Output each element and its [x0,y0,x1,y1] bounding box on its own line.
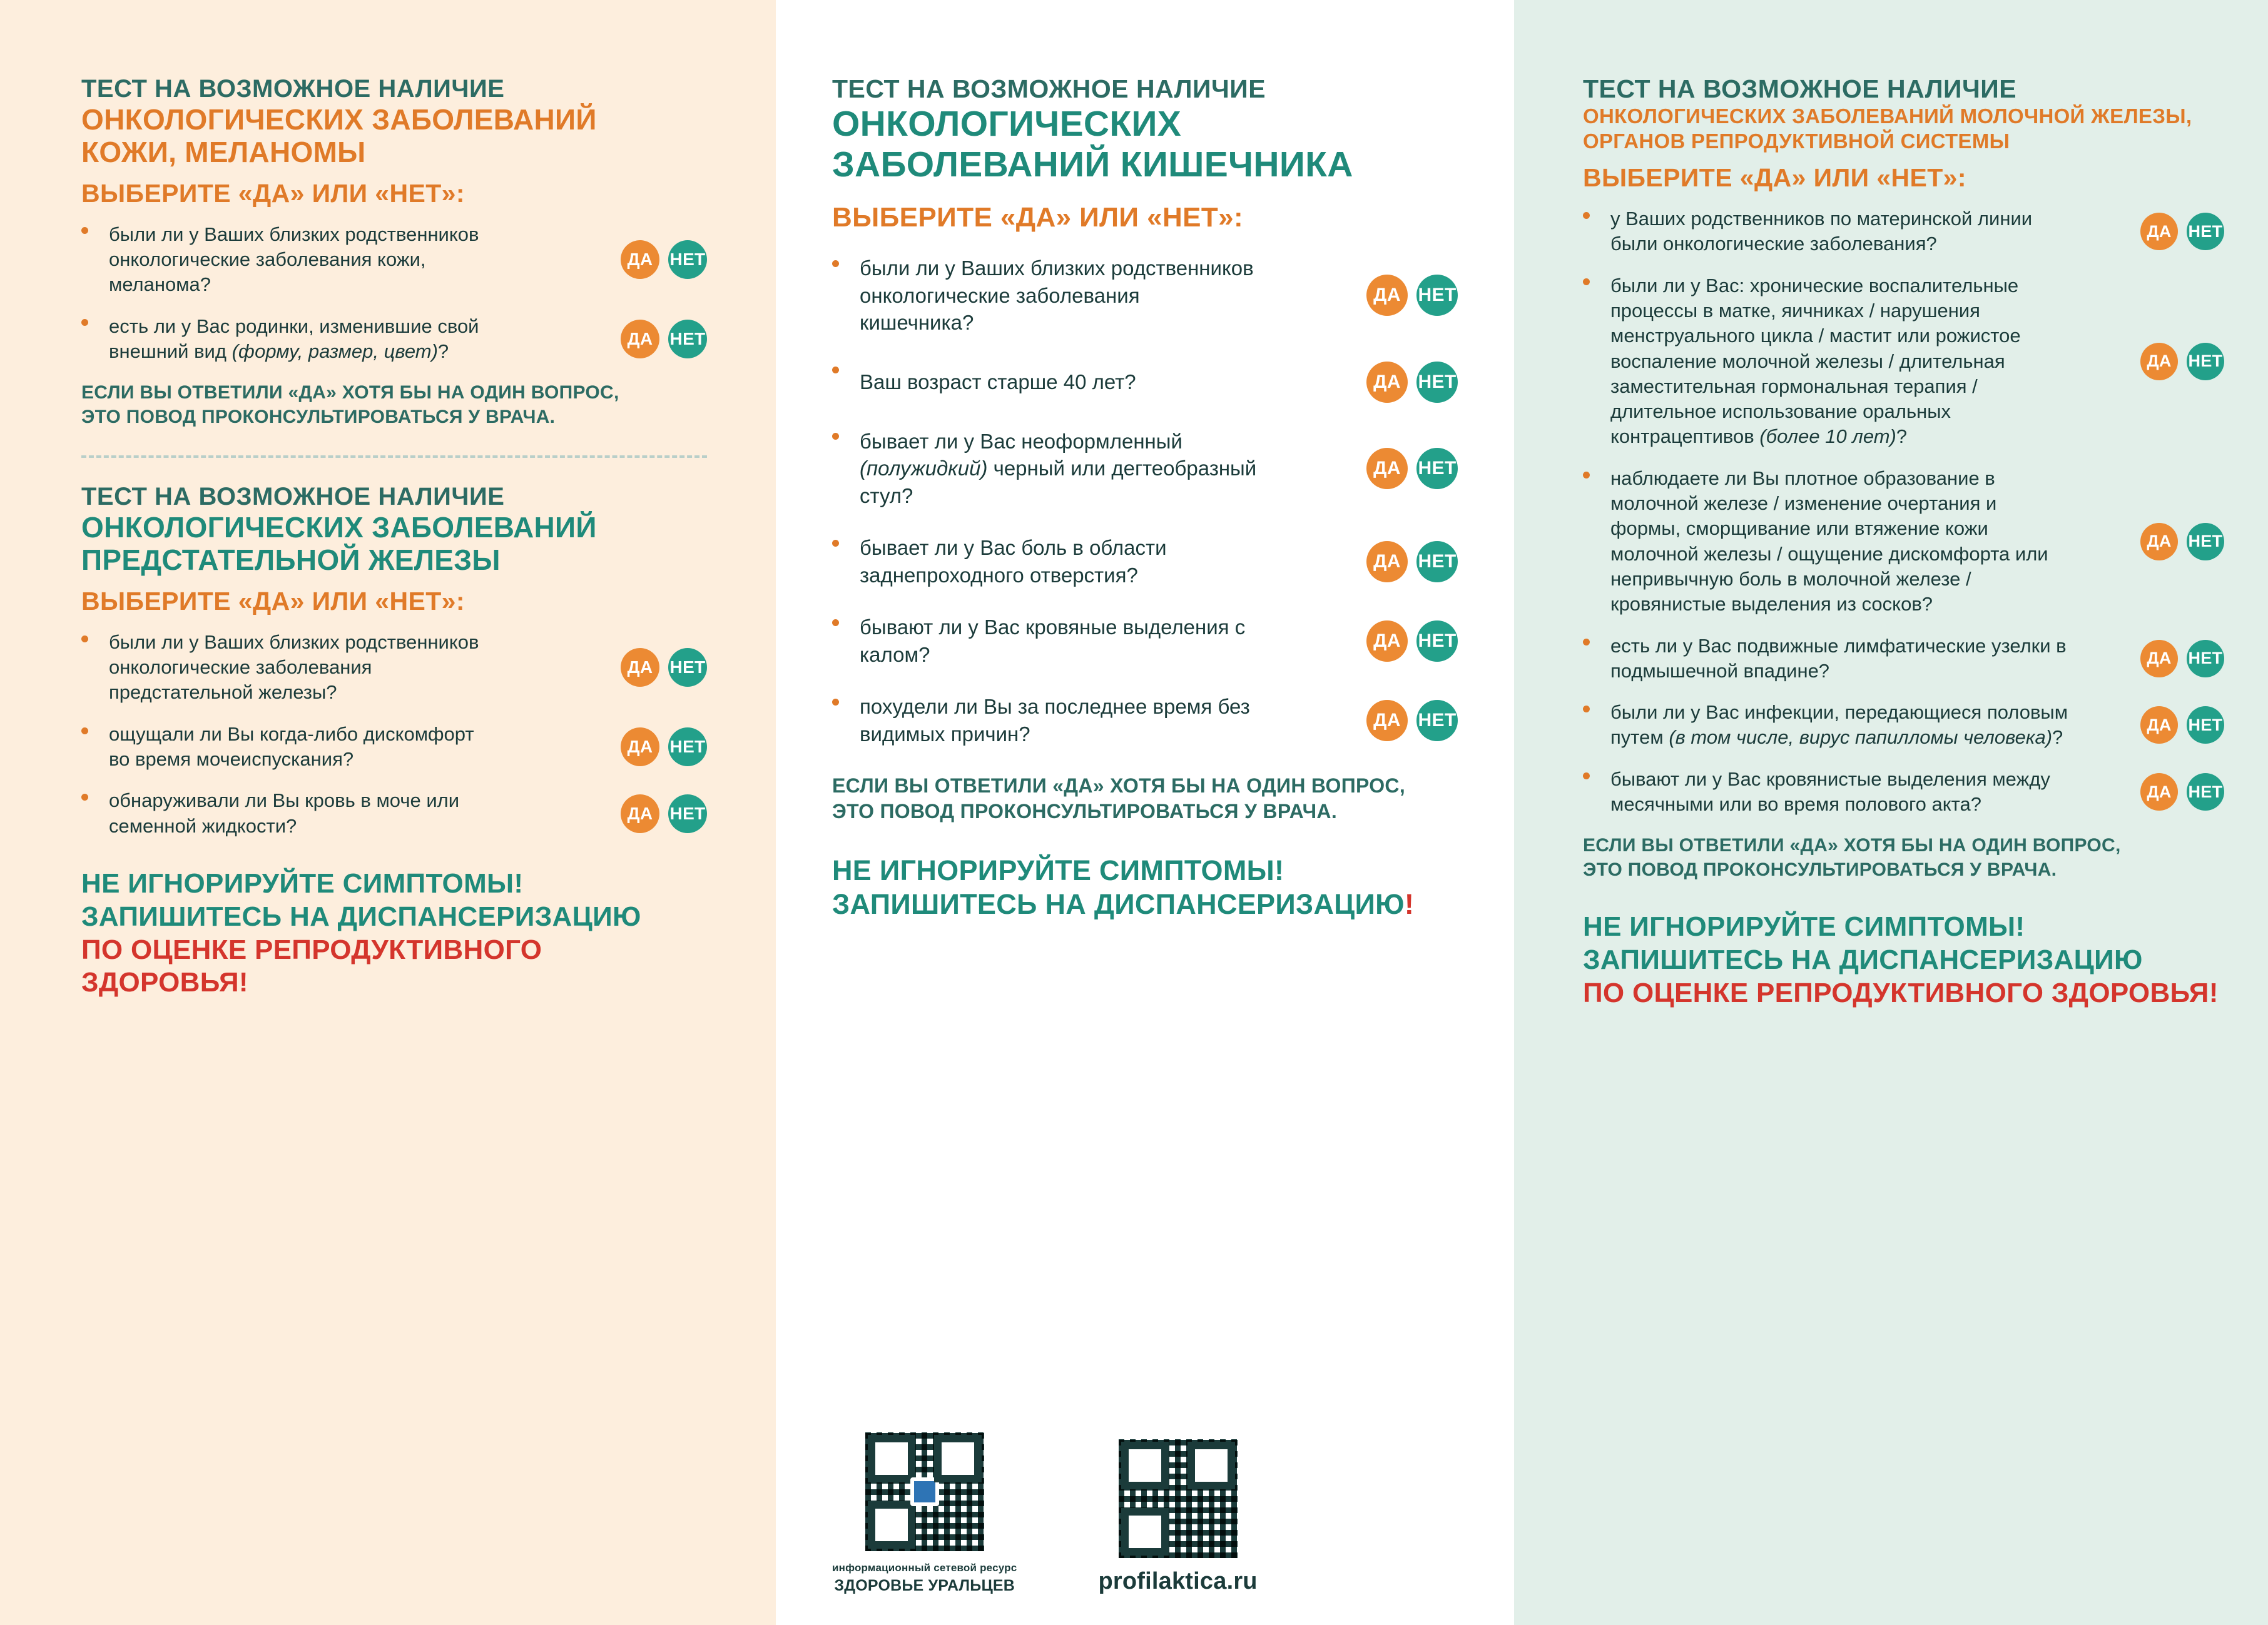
question-text: наблюдаете ли Вы плотное образование в молочной железе / изменение очертания и формы, сморщивание или втяжение кожи молочной железы / ощущение дискомфорта или непривычную боль в молочной железе / кровянистые выделения из сосков? [1610,467,2048,615]
advice-note-line2: ЭТО ПОВОД ПРОКОНСУЛЬТИРОВАТЬСЯ У ВРАЧА. [832,800,1338,823]
qr-logo-icon [910,1477,939,1506]
answer-yes-button[interactable]: ДА [621,648,659,687]
section-kicker: ТЕСТ НА ВОЗМОЖНОЕ НАЛИЧИЕ [1583,74,2017,103]
qr-code-icon[interactable] [1119,1439,1238,1558]
choose-instruction: ВЫБЕРИТЕ «ДА» ИЛИ «НЕТ»: [81,178,465,208]
section-prostate [81,483,707,839]
question-item [1583,466,2224,617]
answer-no-button[interactable]: НЕТ [2187,523,2224,560]
cta-line2: ЗАПИШИТЕСЬ НА ДИСПАНСЕРИЗАЦИЮ [1583,944,2143,976]
qr-item-health[interactable] [832,1432,1017,1595]
answer-yes-button[interactable]: ДА [2140,523,2178,560]
call-to-action-mid [832,854,1458,921]
choose-instruction: ВЫБЕРИТЕ «ДА» ИЛИ «НЕТ»: [832,202,1244,233]
answer-yes-button[interactable]: ДА [1366,541,1408,582]
cta-line3: ПО ОЦЕНКЕ РЕПРОДУКТИВНОГО ЗДОРОВЬЯ! [1583,977,2219,1008]
cta-line2-exclamation: ! [1404,888,1415,920]
question-item [832,255,1458,337]
answer-no-button[interactable]: НЕТ [1416,620,1458,662]
answer-group [621,794,707,833]
call-to-action-left [81,868,707,1000]
question-text: бывает ли у Вас боль в области заднепроходного отверстия? [860,536,1167,587]
bullet-icon [1583,472,1590,478]
question-text: бывают ли у Вас кровяные выделения с калом? [860,615,1246,666]
answer-group [2140,213,2224,250]
call-to-action-right [1583,911,2224,1010]
answer-no-button[interactable]: НЕТ [668,727,707,766]
question-item [832,693,1458,747]
answer-yes-button[interactable]: ДА [2140,213,2178,250]
section-kicker: ТЕСТ НА ВОЗМОЖНОЕ НАЛИЧИЕ [832,74,1266,103]
answer-no-button[interactable]: НЕТ [2187,640,2224,677]
qr-site-caption: profilaktica.ru [1098,1568,1258,1594]
section-title-line2: КОЖИ, МЕЛАНОМЫ [81,136,366,169]
advice-note [81,380,707,429]
section-title-line1: ОНКОЛОГИЧЕСКИХ ЗАБОЛЕВАНИЙ МОЛОЧНОЙ ЖЕЛЕЗЫ, [1583,104,2192,128]
cta-line3: ПО ОЦЕНКЕ РЕПРОДУКТИВНОГО ЗДОРОВЬЯ! [81,934,542,998]
bullet-icon [81,727,88,734]
bullet-icon [1583,706,1590,712]
answer-group [1366,541,1458,582]
advice-note [1583,833,2224,882]
answer-group [2140,706,2224,744]
cta-line2 [832,888,1458,921]
cta-line1: НЕ ИГНОРИРУЙТЕ СИМПТОМЫ! [81,868,524,899]
section-title-line1: ОНКОЛОГИЧЕСКИХ ЗАБОЛЕВАНИЙ [81,510,597,544]
question-text: были ли у Ваших близких родственников онкологические заболевания кишечника? [860,256,1254,335]
section-title-line2: ПРЕДСТАТЕЛЬНОЙ ЖЕЛЕЗЫ [81,544,501,577]
question-item [1583,634,2224,684]
section-title-line2: ОРГАНОВ РЕПРОДУКТИВНОЙ СИСТЕМЫ [1583,129,2010,153]
qr-item-site[interactable] [1098,1439,1257,1595]
answer-group [1366,362,1458,403]
advice-note [832,773,1458,825]
answer-no-button[interactable]: НЕТ [2187,343,2224,380]
panel-skin-prostate [0,0,776,1625]
qr-row [832,1432,1458,1595]
question-item [1583,206,2224,257]
answer-yes-button[interactable]: ДА [621,727,659,766]
question-item [832,362,1458,403]
answer-no-button[interactable]: НЕТ [1416,541,1458,582]
answer-yes-button[interactable]: ДА [1366,362,1408,403]
question-text: у Ваших родственников по материнской линии были онкологические заболевания? [1610,208,2033,255]
answer-group [621,648,707,687]
cta-line1: НЕ ИГНОРИРУЙТЕ СИМПТОМЫ! [832,854,1284,886]
question-item [81,222,707,298]
section-title-line1: ОНКОЛОГИЧЕСКИХ ЗАБОЛЕВАНИЙ [81,103,597,136]
question-item [1583,273,2224,450]
answer-group [621,727,707,766]
answer-yes-button[interactable]: ДА [621,320,659,358]
advice-note-line1: ЕСЛИ ВЫ ОТВЕТИЛИ «ДА» ХОТЯ БЫ НА ОДИН ВОПРОС, [81,382,619,403]
answer-yes-button[interactable]: ДА [621,794,659,833]
advice-note-line1: ЕСЛИ ВЫ ОТВЕТИЛИ «ДА» ХОТЯ БЫ НА ОДИН ВОПРОС, [832,774,1406,797]
question-item [1583,700,2224,751]
bullet-icon [1583,212,1590,219]
question-list-intestinal [832,255,1458,748]
question-item [81,722,707,772]
answer-yes-button[interactable]: ДА [2140,773,2178,811]
question-text: есть ли у Вас подвижные лимфатические узелки в подмышечной впадине? [1610,634,2067,682]
section-kicker: ТЕСТ НА ВОЗМОЖНОЕ НАЛИЧИЕ [81,75,505,103]
question-item [832,428,1458,510]
answer-yes-button[interactable]: ДА [2140,706,2178,744]
question-item [1583,767,2224,818]
answer-yes-button[interactable]: ДА [1366,620,1408,662]
choose-instruction: ВЫБЕРИТЕ «ДА» ИЛИ «НЕТ»: [81,586,465,615]
question-item [832,614,1458,668]
answer-group [1366,275,1458,316]
answer-no-button[interactable]: НЕТ [1416,275,1458,316]
bullet-icon [832,260,839,267]
answer-yes-button[interactable]: ДА [1366,448,1408,489]
answer-no-button[interactable]: НЕТ [1416,362,1458,403]
question-item [81,314,707,365]
answer-group [621,320,707,358]
answer-no-button[interactable]: НЕТ [2187,706,2224,744]
cta-line2-text: ЗАПИШИТЕСЬ НА ДИСПАНСЕРИЗАЦИЮ [832,888,1405,920]
question-text: были ли у Ваших близких родственников онкологические заболевания предстательной железы? [109,630,479,704]
answer-group [2140,773,2224,811]
answer-group [1366,620,1458,662]
answer-yes-button[interactable]: ДА [1366,700,1408,741]
answer-yes-button[interactable]: ДА [2140,343,2178,380]
advice-note-line2: ЭТО ПОВОД ПРОКОНСУЛЬТИРОВАТЬСЯ У ВРАЧА. [81,407,556,428]
advice-note-line1: ЕСЛИ ВЫ ОТВЕТИЛИ «ДА» ХОТЯ БЫ НА ОДИН ВОПРОС, [1583,835,2121,856]
question-list-skin [81,222,707,364]
answer-no-button[interactable]: НЕТ [1416,700,1458,741]
answer-yes-button[interactable]: ДА [2140,640,2178,677]
answer-group [621,240,707,279]
question-list-prostate [81,630,707,839]
question-list-breast [1583,206,2224,817]
answer-group [1366,700,1458,741]
answer-no-button[interactable]: НЕТ [2187,773,2224,811]
question-text: ощущали ли Вы когда-либо дискомфорт во время мочеиспускания? [109,722,474,771]
question-text: есть ли у Вас родинки, изменившие свой внешний вид (форму, размер, цвет)? [109,315,479,362]
answer-group [1366,448,1458,489]
section-title-line2: ЗАБОЛЕВАНИЙ КИШЕЧНИКА [832,144,1353,185]
question-item [81,630,707,706]
section-divider [81,455,707,458]
choose-instruction: ВЫБЕРИТЕ «ДА» ИЛИ «НЕТ»: [1583,163,1966,193]
answer-no-button[interactable]: НЕТ [2187,213,2224,250]
qr-code-icon[interactable] [865,1432,984,1551]
section-kicker: ТЕСТ НА ВОЗМОЖНОЕ НАЛИЧИЕ [81,483,505,511]
bullet-icon [81,635,88,642]
panel-intestinal [776,0,1514,1625]
qr-caption-big: ЗДОРОВЬЕ УРАЛЬЦЕВ [834,1577,1015,1594]
panel-breast-reproductive [1514,0,2268,1625]
answer-group [2140,343,2224,380]
question-text: обнаруживали ли Вы кровь в моче или семенной жидкости? [109,789,460,837]
bullet-icon [832,540,839,547]
section-skin-melanoma [81,75,707,429]
qr-caption-small: информационный сетевой ресурс [832,1561,1017,1574]
question-item [832,534,1458,589]
section-title-line1: ОНКОЛОГИЧЕСКИХ [832,103,1182,144]
answer-no-button[interactable]: НЕТ [668,240,707,279]
question-text: похудели ли Вы за последнее время без видимых причин? [860,695,1250,746]
question-text: Ваш возраст старше 40 лет? [860,370,1136,393]
question-item [81,788,707,839]
answer-no-button[interactable]: НЕТ [668,794,707,833]
cta-line1: НЕ ИГНОРИРУЙТЕ СИМПТОМЫ! [1583,911,2025,943]
qr-corner-icon [868,1501,915,1549]
answer-no-button[interactable]: НЕТ [668,320,707,358]
question-text: бывает ли у Вас неоформленный (полужидкий) черный или дегтеобразный стул? [860,429,1257,507]
cta-line2: ЗАПИШИТЕСЬ НА ДИСПАНСЕРИЗАЦИЮ [81,901,641,932]
bullet-icon [1583,772,1590,779]
answer-no-button[interactable]: НЕТ [1416,448,1458,489]
qr-corner-icon [1121,1508,1169,1556]
answer-group [2140,523,2224,560]
advice-note-line2: ЭТО ПОВОД ПРОКОНСУЛЬТИРОВАТЬСЯ У ВРАЧА. [1583,859,2057,881]
answer-no-button[interactable]: НЕТ [668,648,707,687]
answer-yes-button[interactable]: ДА [621,240,659,279]
question-text: были ли у Вас: хронические воспалительные процессы в матке, яичниках / нарушения менструального цикла / мастит или рожистое воспаление молочной железы / длительная заместительная гормональная терапия / длительное использование оральных контрацептивов (более 10 лет)? [1610,274,2021,448]
answer-yes-button[interactable]: ДА [1366,275,1408,316]
question-text: были ли у Ваших близких родственников онкологические заболевания кожи, меланома? [109,223,479,296]
question-text: были ли у Вас инфекции, передающиеся половым путем (в том числе, вирус папилломы человека)? [1610,701,2068,749]
question-text: бывают ли у Вас кровянистые выделения между месячными или во время полового акта? [1610,767,2050,816]
answer-group [2140,640,2224,677]
